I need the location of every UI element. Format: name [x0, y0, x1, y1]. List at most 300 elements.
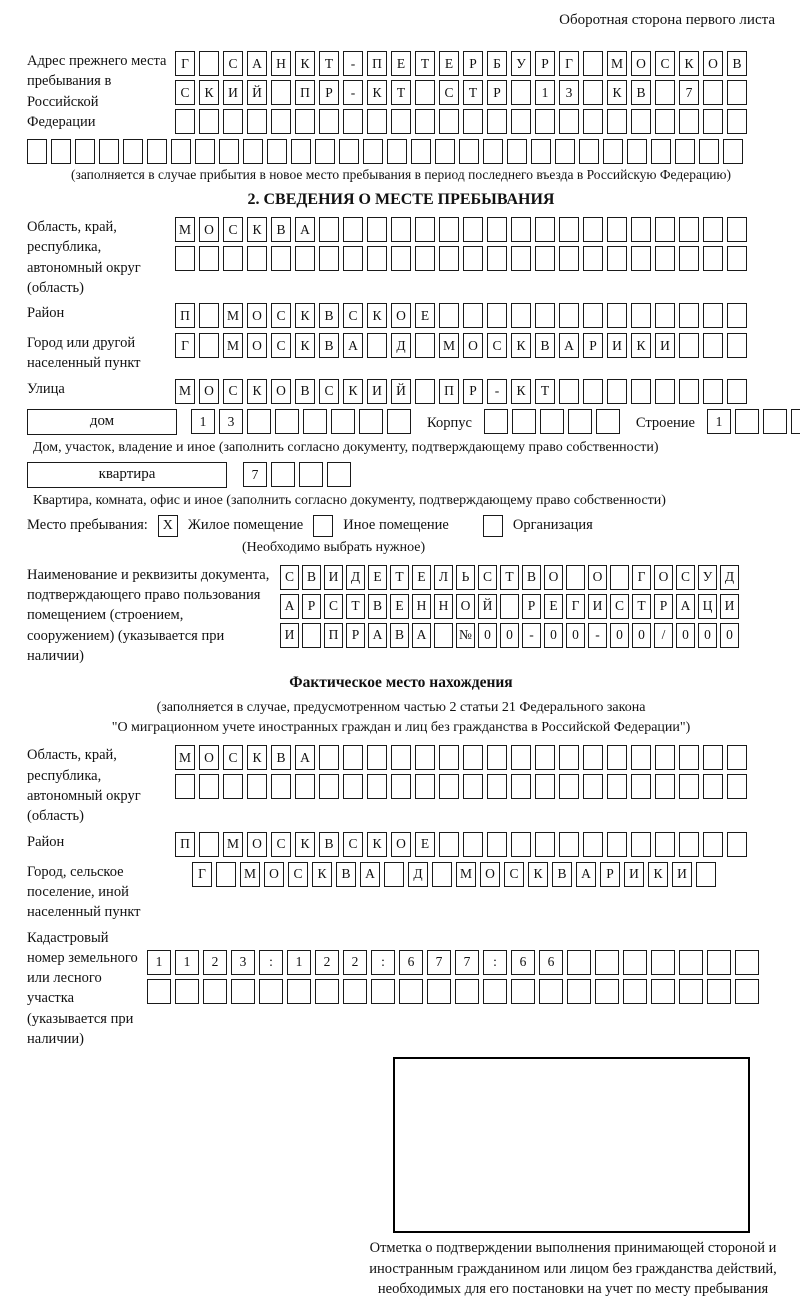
char-box[interactable] [727, 217, 747, 242]
char-box[interactable] [487, 774, 507, 799]
char-box[interactable] [727, 832, 747, 857]
char-box[interactable]: 7 [679, 80, 699, 105]
char-box[interactable] [434, 623, 453, 648]
char-box[interactable]: 0 [676, 623, 695, 648]
char-box[interactable] [631, 246, 651, 271]
char-box[interactable] [535, 217, 555, 242]
stay-place-checkbox-other[interactable] [313, 515, 333, 537]
char-box[interactable]: И [223, 80, 243, 105]
char-box[interactable]: Й [478, 594, 497, 619]
char-box[interactable] [535, 246, 555, 271]
char-box[interactable]: О [391, 832, 411, 857]
char-box[interactable] [51, 139, 71, 164]
char-box[interactable] [439, 246, 459, 271]
char-box[interactable]: О [631, 51, 651, 76]
char-box[interactable] [610, 565, 629, 590]
char-box[interactable]: И [720, 594, 739, 619]
char-box[interactable] [439, 303, 459, 328]
char-box[interactable] [199, 832, 219, 857]
char-box[interactable]: Р [302, 594, 321, 619]
char-box[interactable]: С [271, 832, 291, 857]
char-box[interactable]: В [368, 594, 387, 619]
char-box[interactable]: / [654, 623, 673, 648]
char-box[interactable]: 6 [511, 950, 535, 975]
char-box[interactable] [607, 246, 627, 271]
char-box[interactable]: - [343, 51, 363, 76]
char-box[interactable] [607, 217, 627, 242]
char-box[interactable] [607, 774, 627, 799]
char-box[interactable] [439, 745, 459, 770]
char-box[interactable]: Б [487, 51, 507, 76]
char-box[interactable]: В [631, 80, 651, 105]
char-box[interactable] [559, 303, 579, 328]
char-box[interactable] [679, 950, 703, 975]
char-box[interactable]: 1 [287, 950, 311, 975]
char-box[interactable] [699, 139, 719, 164]
char-box[interactable] [299, 462, 323, 487]
char-box[interactable]: - [343, 80, 363, 105]
char-box[interactable] [295, 246, 315, 271]
char-box[interactable] [655, 745, 675, 770]
char-box[interactable] [123, 139, 143, 164]
char-box[interactable] [679, 303, 699, 328]
char-box[interactable]: 7 [243, 462, 267, 487]
char-box[interactable] [287, 979, 311, 1004]
char-box[interactable]: - [588, 623, 607, 648]
char-box[interactable]: К [247, 217, 267, 242]
char-box[interactable]: 1 [175, 950, 199, 975]
char-box[interactable]: К [367, 832, 387, 857]
char-box[interactable]: К [511, 379, 531, 404]
char-box[interactable]: М [607, 51, 627, 76]
char-box[interactable]: М [223, 303, 243, 328]
char-box[interactable]: А [576, 862, 596, 887]
char-box[interactable] [343, 246, 363, 271]
char-box[interactable]: 0 [698, 623, 717, 648]
char-box[interactable]: С [223, 745, 243, 770]
char-box[interactable] [623, 950, 647, 975]
char-box[interactable]: А [360, 862, 380, 887]
char-box[interactable] [655, 774, 675, 799]
char-box[interactable]: С [271, 303, 291, 328]
char-box[interactable] [511, 80, 531, 105]
char-box[interactable] [295, 774, 315, 799]
char-box[interactable] [651, 950, 675, 975]
char-box[interactable] [439, 109, 459, 134]
char-box[interactable]: 0 [566, 623, 585, 648]
char-box[interactable] [627, 139, 647, 164]
char-box[interactable] [631, 303, 651, 328]
char-box[interactable]: К [295, 333, 315, 358]
char-box[interactable]: Т [415, 51, 435, 76]
char-box[interactable] [631, 832, 651, 857]
char-box[interactable]: О [544, 565, 563, 590]
char-box[interactable] [727, 246, 747, 271]
char-box[interactable] [319, 246, 339, 271]
char-box[interactable]: О [391, 303, 411, 328]
char-box[interactable]: 3 [219, 409, 243, 434]
char-box[interactable] [595, 979, 619, 1004]
char-box[interactable]: Н [271, 51, 291, 76]
char-box[interactable] [555, 139, 575, 164]
char-box[interactable]: 3 [559, 80, 579, 105]
char-box[interactable]: Н [434, 594, 453, 619]
char-box[interactable]: 0 [500, 623, 519, 648]
char-box[interactable]: И [588, 594, 607, 619]
char-box[interactable] [703, 109, 723, 134]
char-box[interactable] [507, 139, 527, 164]
char-box[interactable]: 0 [544, 623, 563, 648]
char-box[interactable] [567, 979, 591, 1004]
char-box[interactable] [315, 979, 339, 1004]
char-box[interactable]: К [648, 862, 668, 887]
char-box[interactable]: О [456, 594, 475, 619]
char-box[interactable] [559, 832, 579, 857]
char-box[interactable]: К [631, 333, 651, 358]
char-box[interactable] [463, 774, 483, 799]
char-box[interactable] [727, 745, 747, 770]
char-box[interactable]: Р [522, 594, 541, 619]
char-box[interactable]: : [371, 950, 395, 975]
char-box[interactable] [295, 109, 315, 134]
char-box[interactable]: 2 [203, 950, 227, 975]
char-box[interactable]: 0 [610, 623, 629, 648]
char-box[interactable] [199, 333, 219, 358]
char-box[interactable] [583, 832, 603, 857]
char-box[interactable] [703, 80, 723, 105]
char-box[interactable] [247, 774, 267, 799]
char-box[interactable]: П [439, 379, 459, 404]
char-box[interactable]: П [324, 623, 343, 648]
char-box[interactable] [319, 745, 339, 770]
char-box[interactable]: Е [368, 565, 387, 590]
char-box[interactable]: П [175, 832, 195, 857]
char-box[interactable]: С [223, 379, 243, 404]
char-box[interactable] [679, 246, 699, 271]
char-box[interactable]: А [412, 623, 431, 648]
char-box[interactable] [459, 139, 479, 164]
char-box[interactable] [343, 217, 363, 242]
char-box[interactable] [175, 774, 195, 799]
char-box[interactable] [511, 774, 531, 799]
char-box[interactable]: К [367, 303, 387, 328]
char-box[interactable]: С [676, 565, 695, 590]
char-box[interactable] [463, 832, 483, 857]
char-box[interactable] [727, 333, 747, 358]
char-box[interactable]: С [487, 333, 507, 358]
char-box[interactable] [271, 462, 295, 487]
char-box[interactable] [271, 246, 291, 271]
char-box[interactable]: С [175, 80, 195, 105]
char-box[interactable] [415, 80, 435, 105]
char-box[interactable]: : [259, 950, 283, 975]
char-box[interactable]: Д [391, 333, 411, 358]
char-box[interactable]: В [336, 862, 356, 887]
char-box[interactable] [259, 979, 283, 1004]
char-box[interactable] [415, 745, 435, 770]
char-box[interactable] [175, 979, 199, 1004]
char-box[interactable] [631, 745, 651, 770]
char-box[interactable] [175, 246, 195, 271]
char-box[interactable]: Т [319, 51, 339, 76]
char-box[interactable] [703, 333, 723, 358]
char-box[interactable]: Р [654, 594, 673, 619]
char-box[interactable] [703, 745, 723, 770]
char-box[interactable] [243, 139, 263, 164]
char-box[interactable]: В [319, 303, 339, 328]
char-box[interactable]: М [175, 217, 195, 242]
char-box[interactable]: В [319, 832, 339, 857]
char-box[interactable]: К [247, 379, 267, 404]
char-box[interactable] [535, 774, 555, 799]
char-box[interactable]: Т [632, 594, 651, 619]
char-box[interactable]: И [607, 333, 627, 358]
char-box[interactable]: 0 [632, 623, 651, 648]
char-box[interactable]: Р [463, 51, 483, 76]
char-box[interactable] [463, 109, 483, 134]
char-box[interactable] [511, 979, 535, 1004]
char-box[interactable]: К [343, 379, 363, 404]
char-box[interactable] [651, 979, 675, 1004]
char-box[interactable] [391, 745, 411, 770]
char-box[interactable] [511, 109, 531, 134]
char-box[interactable]: О [703, 51, 723, 76]
char-box[interactable] [607, 832, 627, 857]
char-box[interactable]: О [199, 217, 219, 242]
char-box[interactable] [435, 139, 455, 164]
char-box[interactable] [791, 409, 800, 434]
char-box[interactable]: И [324, 565, 343, 590]
char-box[interactable]: 6 [539, 950, 563, 975]
char-box[interactable] [483, 979, 507, 1004]
char-box[interactable] [583, 303, 603, 328]
char-box[interactable] [703, 303, 723, 328]
char-box[interactable] [302, 623, 321, 648]
char-box[interactable] [568, 409, 592, 434]
char-box[interactable] [607, 745, 627, 770]
char-box[interactable] [559, 217, 579, 242]
char-box[interactable] [487, 217, 507, 242]
char-box[interactable] [343, 979, 367, 1004]
char-box[interactable]: Г [192, 862, 212, 887]
char-box[interactable]: К [511, 333, 531, 358]
char-box[interactable] [679, 379, 699, 404]
char-box[interactable] [727, 379, 747, 404]
char-box[interactable] [439, 217, 459, 242]
char-box[interactable] [315, 139, 335, 164]
char-box[interactable]: М [223, 333, 243, 358]
char-box[interactable] [727, 80, 747, 105]
char-box[interactable] [655, 109, 675, 134]
char-box[interactable]: С [655, 51, 675, 76]
char-box[interactable]: Л [434, 565, 453, 590]
char-box[interactable]: 1 [191, 409, 215, 434]
char-box[interactable]: Д [408, 862, 428, 887]
char-box[interactable]: А [559, 333, 579, 358]
char-box[interactable] [735, 979, 759, 1004]
char-box[interactable]: М [223, 832, 243, 857]
char-box[interactable] [703, 379, 723, 404]
char-box[interactable]: О [654, 565, 673, 590]
char-box[interactable]: Е [390, 594, 409, 619]
char-box[interactable] [511, 217, 531, 242]
char-box[interactable]: Й [391, 379, 411, 404]
char-box[interactable] [199, 303, 219, 328]
char-box[interactable] [651, 139, 671, 164]
char-box[interactable] [559, 774, 579, 799]
char-box[interactable] [512, 409, 536, 434]
char-box[interactable]: С [343, 832, 363, 857]
char-box[interactable] [415, 246, 435, 271]
char-box[interactable] [199, 246, 219, 271]
char-box[interactable] [319, 109, 339, 134]
char-box[interactable] [367, 246, 387, 271]
char-box[interactable]: К [199, 80, 219, 105]
char-box[interactable] [463, 303, 483, 328]
char-box[interactable] [247, 246, 267, 271]
char-box[interactable]: : [483, 950, 507, 975]
char-box[interactable]: Г [175, 51, 195, 76]
char-box[interactable] [727, 109, 747, 134]
char-box[interactable]: Т [535, 379, 555, 404]
char-box[interactable] [579, 139, 599, 164]
char-box[interactable] [331, 409, 355, 434]
char-box[interactable] [327, 462, 351, 487]
char-box[interactable]: 7 [427, 950, 451, 975]
char-box[interactable] [583, 217, 603, 242]
char-box[interactable] [391, 774, 411, 799]
char-box[interactable] [655, 246, 675, 271]
char-box[interactable] [367, 774, 387, 799]
char-box[interactable] [415, 379, 435, 404]
char-box[interactable]: К [295, 51, 315, 76]
char-box[interactable]: 1 [147, 950, 171, 975]
char-box[interactable] [487, 109, 507, 134]
char-box[interactable]: К [679, 51, 699, 76]
char-box[interactable]: В [271, 745, 291, 770]
char-box[interactable]: Д [346, 565, 365, 590]
char-box[interactable]: - [487, 379, 507, 404]
char-box[interactable] [427, 979, 451, 1004]
char-box[interactable]: А [676, 594, 695, 619]
char-box[interactable]: К [367, 80, 387, 105]
char-box[interactable]: М [240, 862, 260, 887]
char-box[interactable] [655, 303, 675, 328]
char-box[interactable]: О [271, 379, 291, 404]
char-box[interactable]: С [504, 862, 524, 887]
char-box[interactable] [703, 832, 723, 857]
char-box[interactable] [583, 51, 603, 76]
char-box[interactable] [199, 109, 219, 134]
stay-place-checkbox-organization[interactable] [483, 515, 503, 537]
char-box[interactable]: Р [319, 80, 339, 105]
char-box[interactable] [75, 139, 95, 164]
char-box[interactable] [631, 774, 651, 799]
char-box[interactable]: Д [720, 565, 739, 590]
char-box[interactable] [99, 139, 119, 164]
char-box[interactable]: И [655, 333, 675, 358]
char-box[interactable]: Е [415, 303, 435, 328]
char-box[interactable] [384, 862, 404, 887]
char-box[interactable] [531, 139, 551, 164]
char-box[interactable] [559, 745, 579, 770]
char-box[interactable]: С [324, 594, 343, 619]
char-box[interactable]: Е [391, 51, 411, 76]
char-box[interactable] [567, 950, 591, 975]
char-box[interactable] [343, 109, 363, 134]
char-box[interactable] [271, 80, 291, 105]
char-box[interactable]: О [264, 862, 284, 887]
char-box[interactable]: - [522, 623, 541, 648]
char-box[interactable] [603, 139, 623, 164]
char-box[interactable] [596, 409, 620, 434]
char-box[interactable]: 1 [535, 80, 555, 105]
char-box[interactable]: В [522, 565, 541, 590]
char-box[interactable] [487, 745, 507, 770]
char-box[interactable] [655, 217, 675, 242]
char-box[interactable] [735, 950, 759, 975]
char-box[interactable] [367, 745, 387, 770]
char-box[interactable]: О [247, 303, 267, 328]
char-box[interactable]: В [295, 379, 315, 404]
char-box[interactable] [391, 246, 411, 271]
char-box[interactable] [679, 333, 699, 358]
char-box[interactable] [371, 979, 395, 1004]
char-box[interactable]: Т [346, 594, 365, 619]
char-box[interactable] [175, 109, 195, 134]
char-box[interactable] [500, 594, 519, 619]
char-box[interactable] [511, 745, 531, 770]
char-box[interactable]: 1 [707, 409, 731, 434]
char-box[interactable]: О [199, 379, 219, 404]
char-box[interactable] [219, 139, 239, 164]
char-box[interactable] [291, 139, 311, 164]
char-box[interactable] [631, 379, 651, 404]
char-box[interactable] [483, 139, 503, 164]
char-box[interactable]: Р [487, 80, 507, 105]
char-box[interactable] [655, 832, 675, 857]
char-box[interactable]: 2 [343, 950, 367, 975]
char-box[interactable]: О [588, 565, 607, 590]
char-box[interactable] [415, 217, 435, 242]
char-box[interactable]: А [295, 217, 315, 242]
char-box[interactable] [735, 409, 759, 434]
char-box[interactable] [387, 409, 411, 434]
char-box[interactable] [399, 979, 423, 1004]
char-box[interactable]: С [288, 862, 308, 887]
char-box[interactable] [171, 139, 191, 164]
char-box[interactable] [679, 832, 699, 857]
char-box[interactable] [147, 139, 167, 164]
char-box[interactable] [539, 979, 563, 1004]
char-box[interactable]: 0 [720, 623, 739, 648]
char-box[interactable] [679, 979, 703, 1004]
char-box[interactable]: 3 [231, 950, 255, 975]
char-box[interactable]: О [463, 333, 483, 358]
char-box[interactable]: Р [535, 51, 555, 76]
char-box[interactable] [707, 979, 731, 1004]
char-box[interactable]: 0 [478, 623, 497, 648]
char-box[interactable] [147, 979, 171, 1004]
char-box[interactable]: № [456, 623, 475, 648]
stay-place-checkbox-residential[interactable]: X [158, 515, 178, 537]
char-box[interactable]: Й [247, 80, 267, 105]
char-box[interactable]: К [312, 862, 332, 887]
char-box[interactable] [583, 80, 603, 105]
char-box[interactable] [679, 774, 699, 799]
char-box[interactable] [655, 379, 675, 404]
char-box[interactable]: Г [175, 333, 195, 358]
